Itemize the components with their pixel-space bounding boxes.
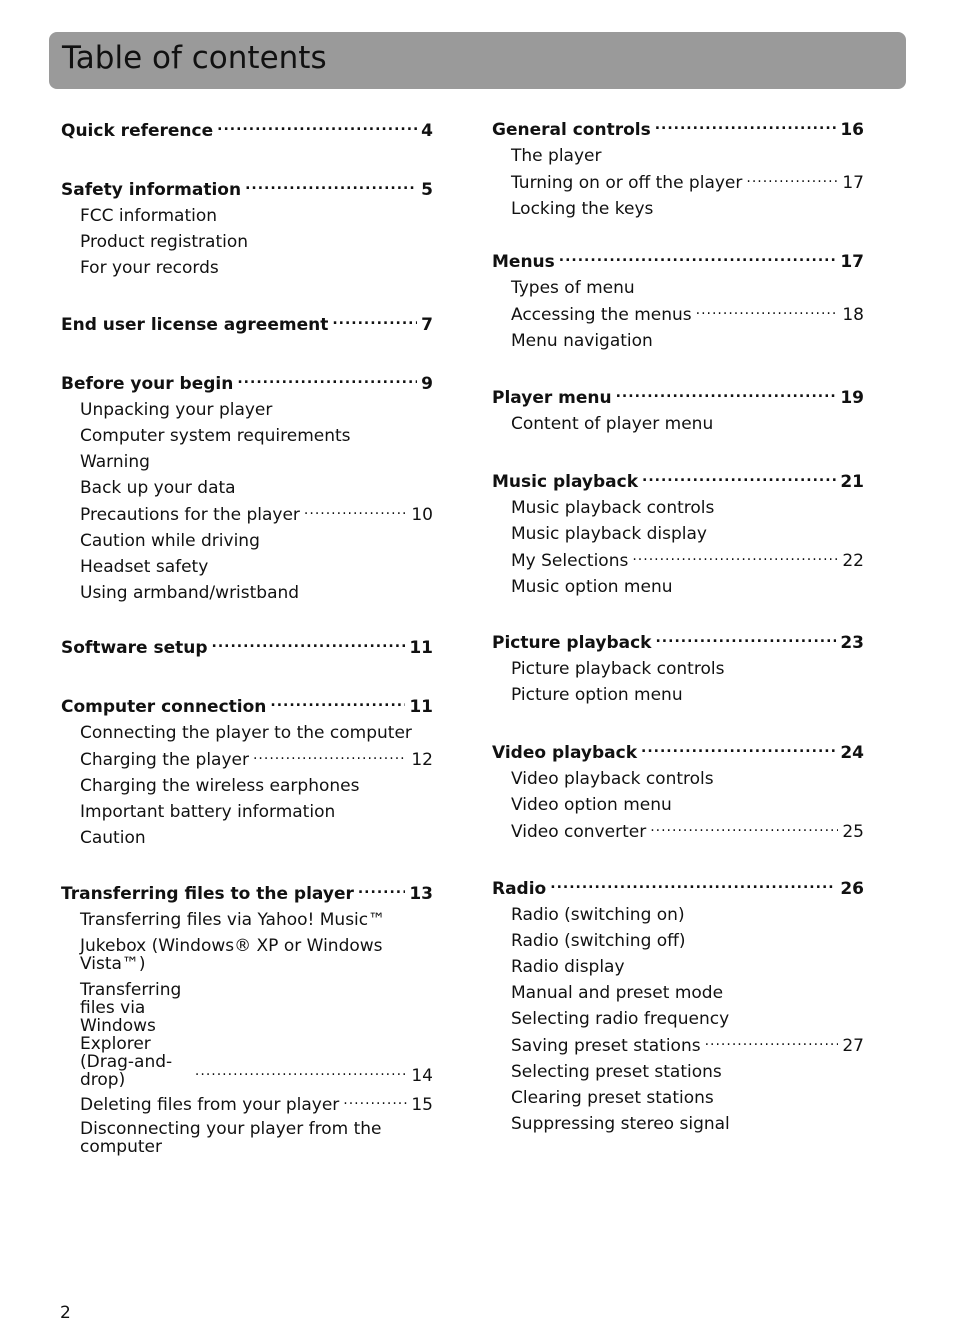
toc-item[interactable]: Computer system requirements: [80, 426, 351, 446]
toc-item[interactable]: Radio (switching on): [511, 905, 685, 925]
toc-item[interactable]: Headset safety: [80, 557, 209, 577]
toc-item[interactable]: Deleting files from your player ..... 15: [61, 1091, 433, 1118]
toc-heading[interactable]: Video playback ..... 24: [492, 739, 864, 766]
toc-heading[interactable]: Before your begin ..... 9: [61, 370, 433, 397]
toc-heading[interactable]: Computer connection ..... 11: [61, 693, 433, 720]
toc-section: [492, 384, 864, 437]
toc-item[interactable]: Radio display: [511, 957, 625, 977]
toc-item[interactable]: Selecting radio frequency: [511, 1009, 730, 1029]
toc-section: [61, 634, 433, 661]
toc-item[interactable]: Using armband/wristband: [80, 583, 300, 603]
toc-section: [492, 468, 864, 600]
toc-item[interactable]: Transferring files via Yahoo! Music™: [80, 910, 386, 930]
toc-heading[interactable]: General controls ..... 16: [492, 116, 864, 143]
toc-item[interactable]: Music option menu: [511, 577, 673, 597]
toc-heading[interactable]: Quick reference ..... 4: [61, 117, 433, 144]
toc-section: [61, 880, 433, 1156]
toc-item[interactable]: Suppressing stereo signal: [511, 1114, 730, 1134]
toc-item[interactable]: Jukebox (Windows® XP or Windows Vista™): [80, 936, 383, 974]
toc-heading[interactable]: Software setup ..... 11: [61, 634, 433, 661]
toc-item[interactable]: Warning: [80, 452, 150, 472]
toc-item[interactable]: Charging the wireless earphones: [80, 776, 360, 796]
toc-heading[interactable]: Safety information ..... 5: [61, 176, 433, 203]
toc-item[interactable]: Transferring files via Windows Explorer (Drag-and-drop) ..... 14: [61, 973, 433, 1089]
toc-item[interactable]: The player: [511, 146, 602, 166]
toc-section: [492, 248, 864, 354]
toc-item[interactable]: Caution while driving: [80, 531, 260, 551]
toc-section: [61, 117, 433, 144]
toc-item[interactable]: Connecting the player to the computer: [80, 723, 412, 743]
toc-item[interactable]: Important battery information: [80, 802, 336, 822]
toc-item[interactable]: Caution: [80, 828, 146, 848]
toc-section: [492, 629, 864, 708]
toc-item[interactable]: Music playback display: [511, 524, 707, 544]
page-title: Table of contents: [62, 40, 327, 76]
toc-item[interactable]: My Selections ..... 22: [492, 547, 864, 574]
toc-section: [61, 370, 433, 606]
toc-section: [61, 311, 433, 338]
toc-section: [492, 116, 864, 222]
toc-section: [61, 693, 433, 851]
toc-item[interactable]: Menu navigation: [511, 331, 653, 351]
toc-item[interactable]: Selecting preset stations: [511, 1062, 722, 1082]
toc-heading[interactable]: End user license agreement ..... 7: [61, 311, 433, 338]
toc-section: [61, 176, 433, 281]
toc-item[interactable]: Product registration: [80, 232, 249, 252]
toc-item[interactable]: Radio (switching off): [511, 931, 686, 951]
page-number: 2: [60, 1303, 71, 1323]
toc-item[interactable]: Content of player menu: [511, 414, 714, 434]
toc-item[interactable]: Video converter ..... 25: [492, 818, 864, 845]
toc-item[interactable]: Clearing preset stations: [511, 1088, 714, 1108]
toc-heading[interactable]: Transferring files to the player ..... 13: [61, 880, 433, 907]
toc-item[interactable]: Disconnecting your player from the computer: [80, 1119, 382, 1157]
toc-section: [492, 739, 864, 845]
toc-heading[interactable]: Menus ..... 17: [492, 248, 864, 275]
toc-item[interactable]: Types of menu: [511, 278, 635, 298]
toc-item[interactable]: Saving preset stations ..... 27: [492, 1032, 864, 1059]
toc-item[interactable]: Back up your data: [80, 478, 236, 498]
toc-item[interactable]: Manual and preset mode: [511, 983, 724, 1003]
toc-item[interactable]: Charging the player ..... 12: [61, 746, 433, 773]
toc-item[interactable]: Music playback controls: [511, 498, 715, 518]
toc-heading[interactable]: Picture playback ..... 23: [492, 629, 864, 656]
toc-item[interactable]: Picture playback controls: [511, 659, 725, 679]
toc-item[interactable]: Picture option menu: [511, 685, 683, 705]
toc-item[interactable]: For your records: [80, 258, 219, 278]
toc-section: [492, 875, 864, 1137]
toc-item[interactable]: Video playback controls: [511, 769, 714, 789]
toc-heading[interactable]: Player menu ..... 19: [492, 384, 864, 411]
toc-item[interactable]: Turning on or off the player ..... 17: [492, 169, 864, 196]
toc-item[interactable]: Precautions for the player ..... 10: [61, 501, 433, 528]
title-bar: [49, 32, 906, 89]
toc-item[interactable]: Video option menu: [511, 795, 672, 815]
toc-item[interactable]: FCC information: [80, 206, 218, 226]
toc-heading[interactable]: Music playback ..... 21: [492, 468, 864, 495]
toc-item[interactable]: Accessing the menus ..... 18: [492, 301, 864, 328]
toc-heading[interactable]: Radio ..... 26: [492, 875, 864, 902]
toc-item[interactable]: Unpacking your player: [80, 400, 273, 420]
toc-item[interactable]: Locking the keys: [511, 199, 654, 219]
